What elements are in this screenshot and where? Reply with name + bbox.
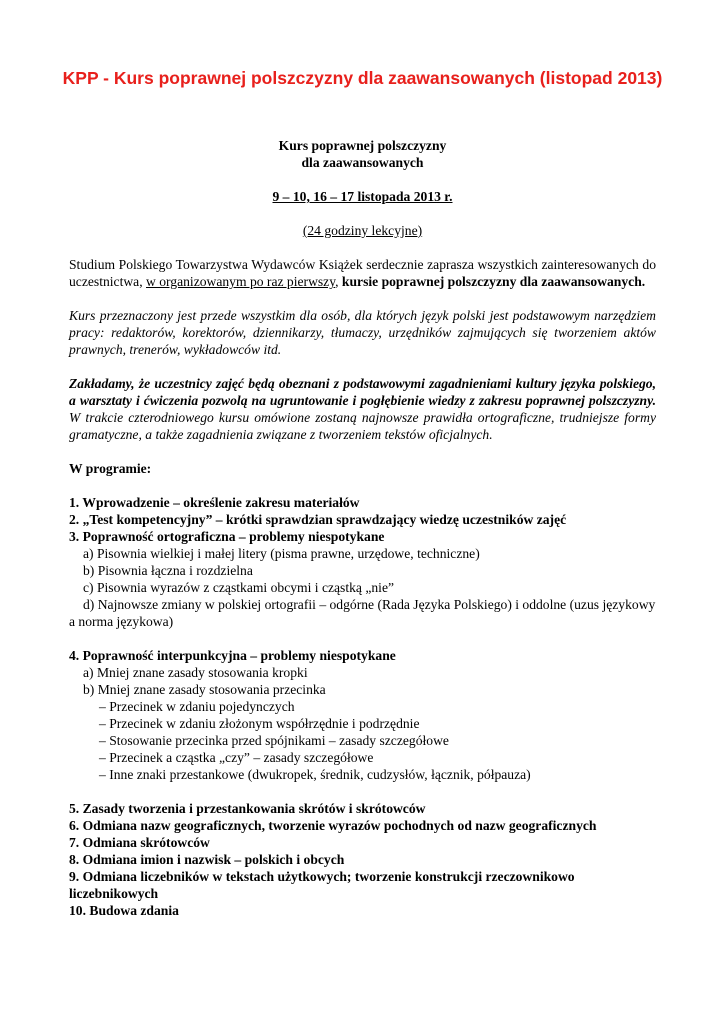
program-subsubitem: – Przecinek w zdaniu złożonym współrzędnie i podrzędnie [99, 716, 420, 731]
program-item: 7. Odmiana skrótowców [69, 835, 210, 850]
program-item: 1. Wprowadzenie – określenie zakresu materiałów [69, 495, 360, 510]
program-subitem: d) Najnowsze zmiany w polskiej ortografii – odgórne (Rada Języka Polskiego) i oddolne (uzus językowy a norma językowa) [69, 597, 656, 629]
program-item: 2. „Test kompetencyjny” – krótki sprawdzian sprawdzający wiedzę uczestników zajęć [69, 512, 567, 527]
program-subsubitem: – Inne znaki przestankowe (dwukropek, średnik, cudzysłów, łącznik, półpauza) [99, 767, 531, 782]
assumption-paragraph [69, 375, 656, 443]
course-dates: 9 – 10, 16 – 17 listopada 2013 r. [272, 189, 453, 204]
course-hours: (24 godziny lekcyjne) [302, 223, 423, 238]
program-subitem: b) Mniej znane zasady stosowania przecinka [83, 682, 326, 697]
program-subsubitem: – Przecinek a cząstka „czy” – zasady szczegółowe [99, 750, 374, 765]
document-body [69, 137, 656, 919]
audience-paragraph: Kurs przeznaczony jest przede wszystkim dla osób, dla których język polski jest podstawowym narzędziem pracy: redaktorów, korektorów, dziennikarzy, tłumaczy, urzędników zajmujących się tworzeniem aktów prawnych, trenerów, wykładowców itd. [69, 308, 656, 357]
intro-course-name: kursie poprawnej polszczyzny dla zaawansowanych. [341, 274, 646, 289]
program-subitem: a) Mniej znane zasady stosowania kropki [83, 665, 308, 680]
program-item: 4. Poprawność interpunkcyjna – problemy niespotykane [69, 648, 396, 663]
course-name-line2: dla zaawansowanych [301, 155, 424, 170]
intro-paragraph [69, 256, 656, 290]
document-title: KPP - Kurs poprawnej polszczyzny dla zaawansowanych (listopad 2013) [62, 68, 663, 88]
program-subsubitem: – Stosowanie przecinka przed spójnikami – zasady szczegółowe [99, 733, 449, 748]
program-item: 8. Odmiana imion i nazwisk – polskich i obcych [69, 852, 345, 867]
program-subitem: a) Pisownia wielkiej i małej litery (pisma prawne, urzędowe, techniczne) [83, 546, 480, 561]
program-item: 5. Zasady tworzenia i przestankowania skrótów i skrótowców [69, 801, 426, 816]
assumption-bold: Zakładamy, że uczestnicy zajęć będą obeznani z podstawowymi zagadnieniami kultury języka polskiego, a warsztaty i ćwiczenia pozwolą na ugruntowanie i pogłębienie wiedzy z zakresu poprawnej polszczyzny. [69, 376, 656, 408]
program-item: 3. Poprawność ortograficzna – problemy niespotykane [69, 529, 385, 544]
intro-comma: , [335, 274, 342, 289]
program-subitem: c) Pisownia wyrazów z cząstkami obcymi i cząstką „nie” [83, 580, 395, 595]
program-item: 9. Odmiana liczebników w tekstach użytkowych; tworzenie konstrukcji rzeczownikowo liczebnikowych [69, 869, 575, 901]
program-subitem: b) Pisownia łączna i rozdzielna [83, 563, 253, 578]
program-subsubitem: – Przecinek w zdaniu pojedynczych [99, 699, 295, 714]
intro-underlined: w organizowanym po raz pierwszy [146, 274, 336, 289]
intro-text: Studium Polskiego Towarzystwa Wydawców Książek serdecznie zaprasza wszystkich zainteresowanych do uczestnictwa, [69, 257, 656, 289]
program-item: 10. Budowa zdania [69, 903, 179, 918]
course-name-line1: Kurs poprawnej polszczyzny [278, 138, 447, 153]
assumption-rest: W trakcie czterodniowego kursu omówione zostaną najnowsze prawidła ortograficzne, trudniejsze formy gramatyczne, a także zagadnienia związane z tworzeniem tekstów oficjalnych. [69, 410, 656, 442]
program-heading: W programie: [69, 461, 152, 476]
program-item: 6. Odmiana nazw geograficznych, tworzenie wyrazów pochodnych od nazw geograficznych [69, 818, 597, 833]
